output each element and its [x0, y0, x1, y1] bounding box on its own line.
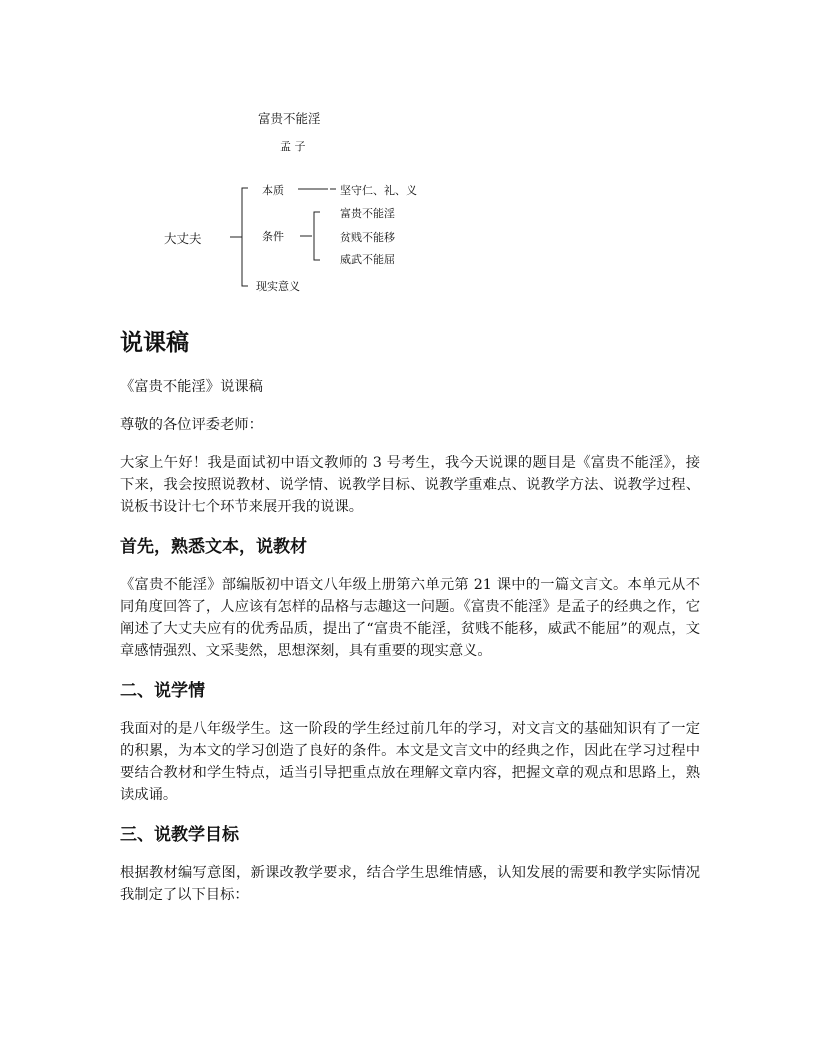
- diagram-author: 孟 子: [280, 140, 306, 153]
- page-title: 说课稿: [120, 330, 189, 356]
- section-text-materials: 《富贵不能淫》部编版初中语文八年级上册第六单元第 21 课中的一篇文言文。本单元从不同角度回答了，人应该有怎样的品格与志趣这一问题。《富贵不能淫》是孟子的经典之作，它阐述了大丈夫应有的优秀品质，提出了“富贵不能淫，贫贱不能移，威武不能屈”的观点，文章感情强烈、文采斐然，思想深刻，具有重要的现实意义。: [120, 577, 700, 659]
- board-diagram: [150, 100, 470, 300]
- diagram-branch-meaning: 现实意义: [256, 280, 300, 293]
- section-heading-goals: 三、说教学目标: [120, 825, 239, 845]
- diagram-title: 富贵不能淫: [258, 111, 321, 126]
- diagram-essence-value: 坚守仁、礼、义: [340, 184, 417, 197]
- section-text-goals: 根据教材编写意图，新课改教学要求，结合学生思维情感，认知发展的需要和教学实际情况我制定了以下目标：: [120, 865, 700, 903]
- intro-paragraph: 大家上午好！我是面试初中语文教师的 3 号考生，我今天说课的题目是《富贵不能淫》，接下来，我会按照说教材、说学情、说教学目标、说教学重难点、说教学方法、说教学过程、说板书设计七个环节来展开我的说课。: [120, 455, 700, 515]
- diagram-root: 大丈夫: [164, 231, 202, 246]
- diagram-branch-essence: 本质: [262, 184, 284, 197]
- diagram-condition-item: 富贵不能淫: [340, 207, 395, 220]
- section-text-students: 我面对的是八年级学生。这一阶段的学生经过前几年的学习，对文言文的基础知识有了一定的积累，为本文的学习创造了良好的条件。本文是文言文中的经典之作，因此在学习过程中要结合教材和学生特点，适当引导把重点放在理解文章内容，把握文章的观点和思路上，熟读成诵。: [120, 721, 700, 803]
- doc-subtitle: 《富贵不能淫》说课稿: [120, 379, 263, 395]
- document-body: [120, 326, 700, 922]
- diagram-condition-item: 威武不能屈: [340, 253, 395, 266]
- section-heading-materials: 首先，熟悉文本，说教材: [120, 537, 307, 557]
- greeting: 尊敬的各位评委老师：: [120, 417, 263, 433]
- diagram-branch-condition: 条件: [262, 230, 284, 243]
- diagram-condition-item: 贫贱不能移: [340, 231, 395, 244]
- section-heading-students: 二、说学情: [120, 681, 205, 701]
- diagram-lines: [150, 100, 470, 300]
